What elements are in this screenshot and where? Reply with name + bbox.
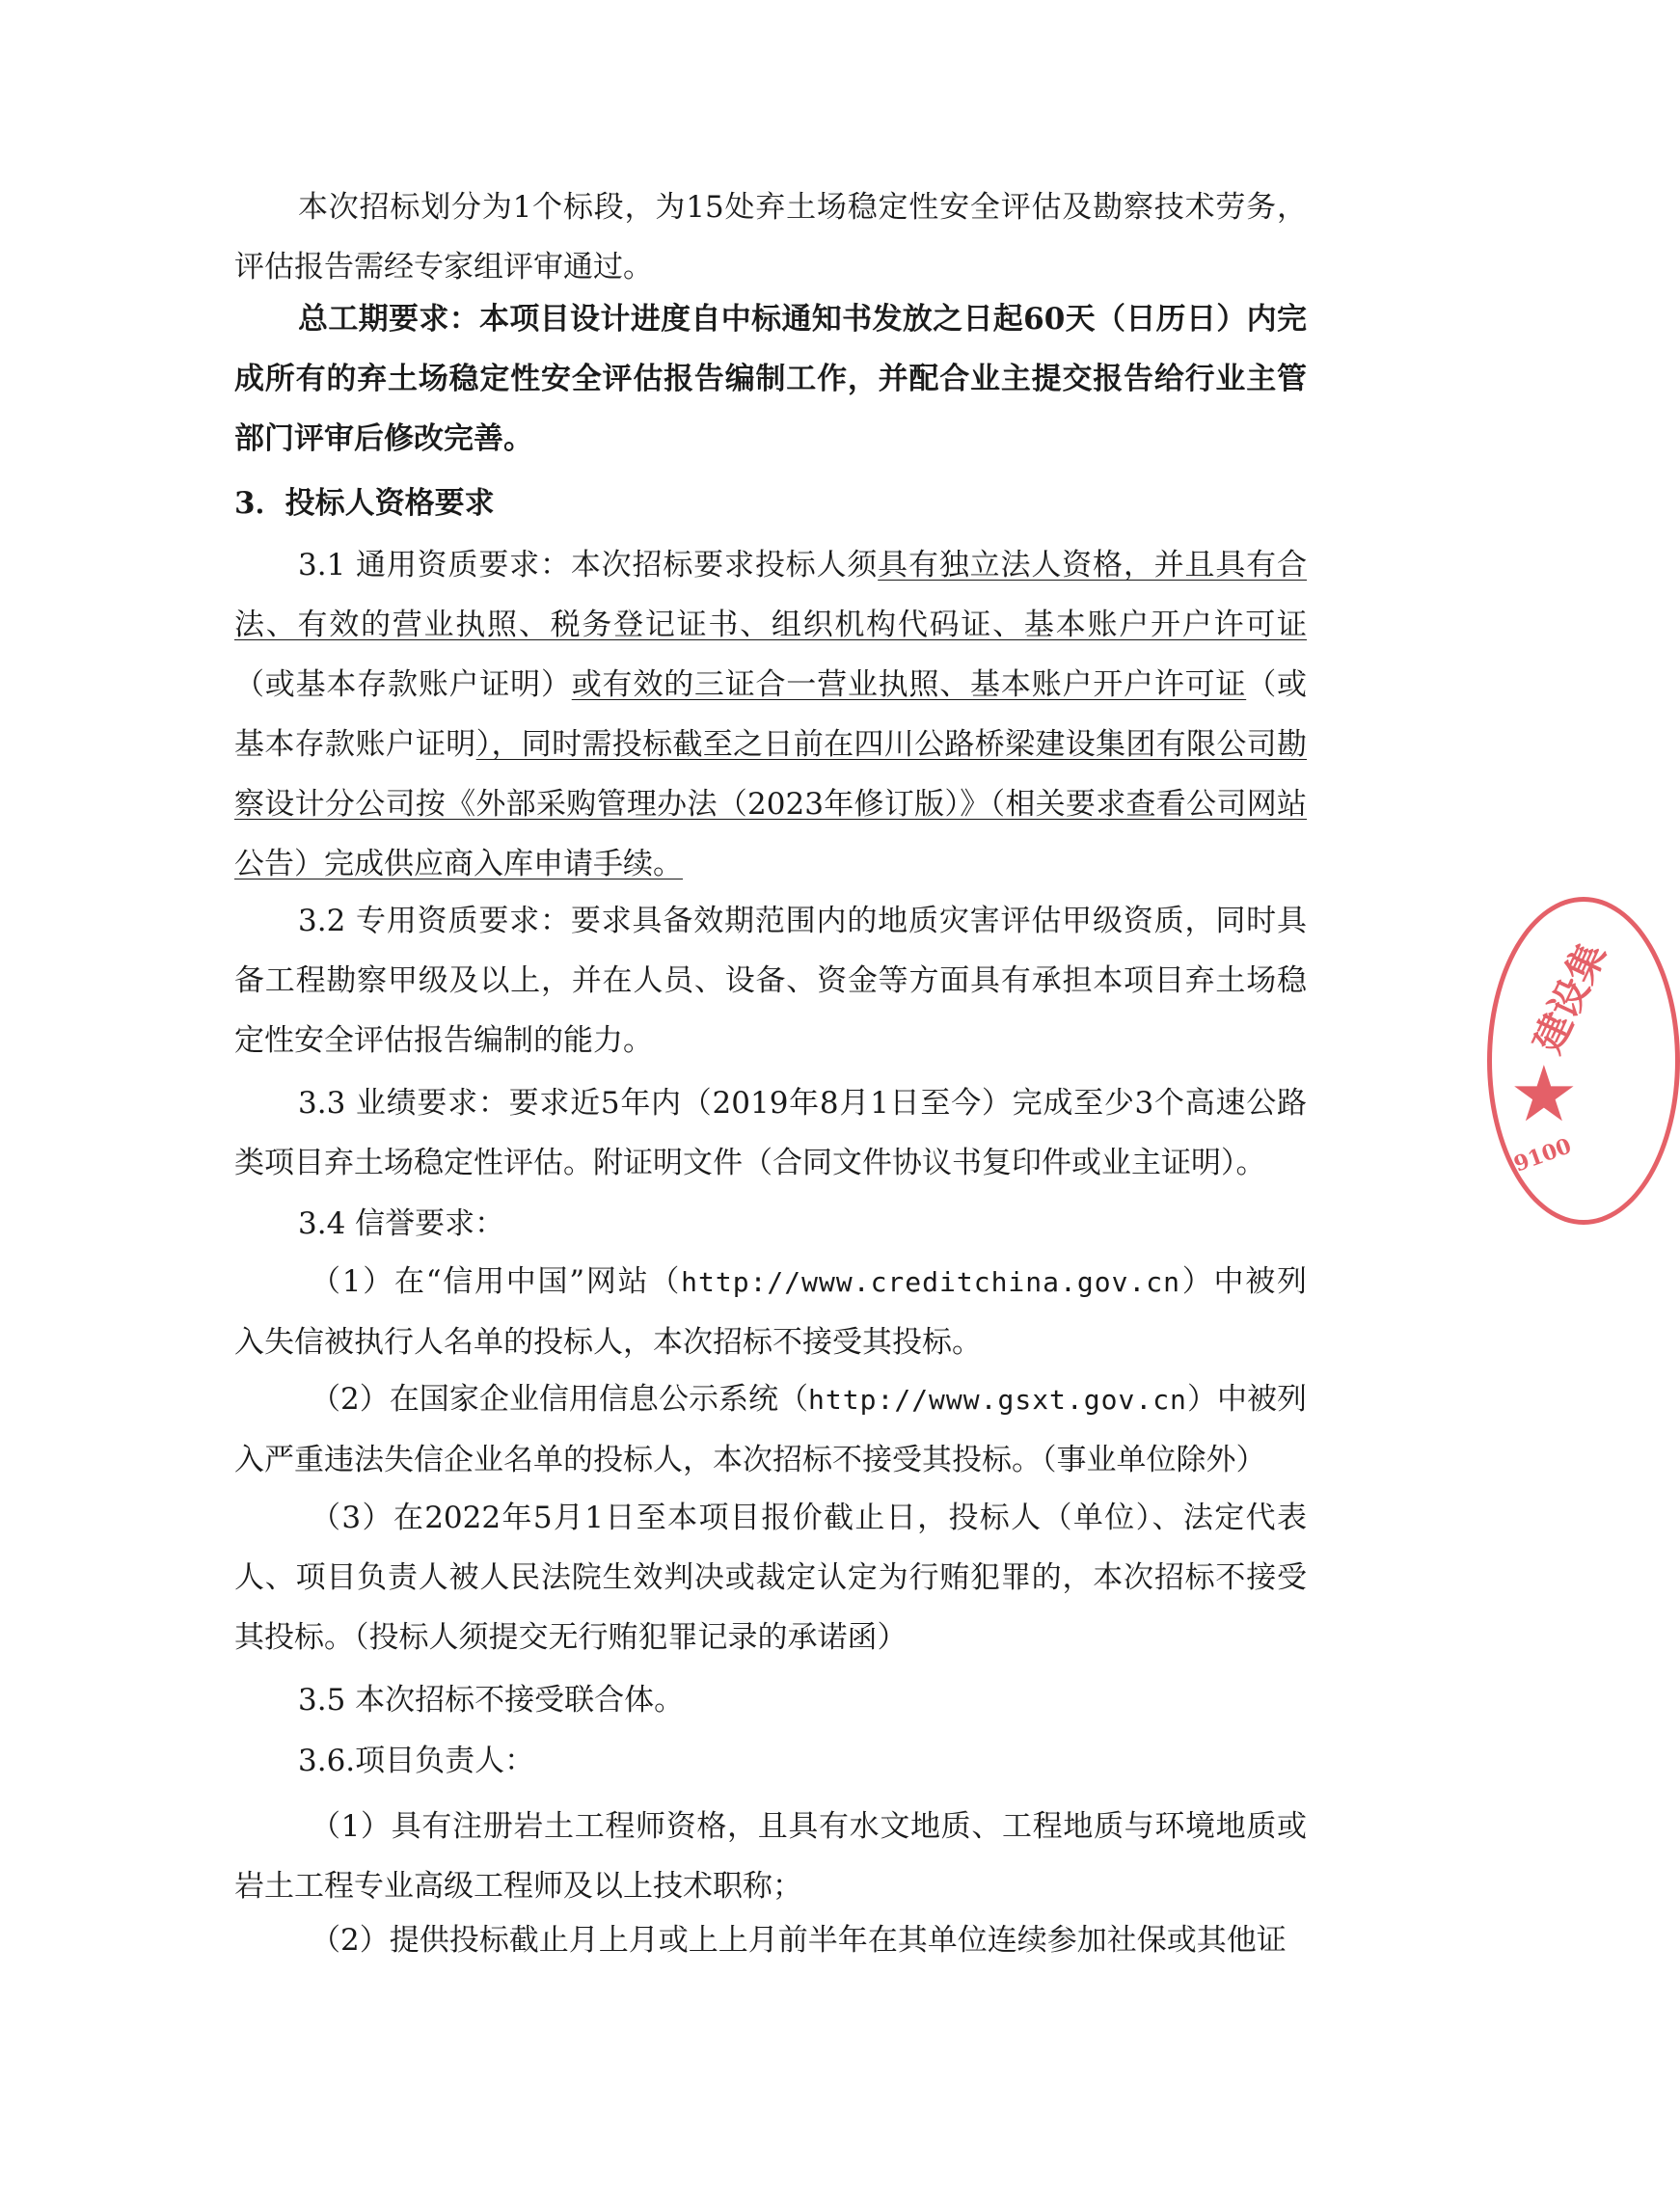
paragraph-performance-requirement: 3.3 业绩要求：要求近5年内（2019年8月1日至今）完成至少3个高速公路类项目弃土场稳定性评估。附证明文件（合同文件协议书复印件或业主证明）。 <box>234 1086 1307 1180</box>
red-seal-stamp: 建设集 ★ 9100 <box>1487 897 1680 1225</box>
paragraph-general-qualification: 3.1 通用资质要求：本次招标要求投标人须具有独立法人资格，并且具有合法、有效的营业执照、税务登记证书、组织机构代码证、基本账户开户许可证（或基本存款账户证明）或有效的三证合一营业执照、基本账户开户许可证（或基本存款账户证明），同时需投标截至之日前在四川公路桥梁建设集团有限公司勘察设计分公司按《外部采购管理办法（2023年修订版）》（相关要求查看公司网站公告）完成供应商入库申请手续。 <box>234 548 1308 881</box>
gsxt-url: http://www.gsxt.gov.cn <box>808 1384 1187 1416</box>
section-heading-qualification: 3．投标人资格要求 <box>234 486 495 521</box>
paragraph-leader-item-1: （1）具有注册岩土工程师资格，且具有水文地质、工程地质与环境地质或岩土工程专业高级工程师及以上技术职称； <box>234 1809 1307 1904</box>
paragraph-credit-item-3: （3）在2022年5月1日至本项目报价截止日，投标人（单位）、法定代表人、项目负责人被人民法院生效判决或裁定认定为行贿犯罪的，本次招标不接受其投标。（投标人须提交无行贿犯罪记录的承诺函） <box>234 1501 1307 1655</box>
paragraph-bid-section: 本次招标划分为1个标段，为15处弃土场稳定性安全评估及勘察技术劳务，评估报告需经专家组评审通过。 <box>234 190 1307 284</box>
paragraph-credit-item-1: （1）在“信用中国”网站（http://www.creditchina.gov.cn）中被列入失信被执行人名单的投标人，本次招标不接受其投标。 <box>234 1264 1308 1360</box>
paragraph-schedule-requirement: 总工期要求：本项目设计进度自中标通知书发放之日起60天（日历日）内完成所有的弃土场稳定性安全评估报告编制工作，并配合业主提交报告给行业主管部门评审后修改完善。 <box>234 302 1308 456</box>
paragraph-special-qualification: 3.2 专用资质要求：要求具备效期范围内的地质灾害评估甲级资质，同时具备工程勘察甲级及以上，并在人员、设备、资金等方面具有承担本项目弃土场稳定性安全评估报告编制的能力。 <box>234 904 1307 1058</box>
creditchina-url: http://www.creditchina.gov.cn <box>681 1266 1181 1298</box>
paragraph-credit-requirement: 3.4 信誉要求： <box>298 1206 505 1241</box>
paragraph-no-consortium: 3.5 本次招标不接受联合体。 <box>298 1683 685 1718</box>
paragraph-project-leader-heading: 3.6.项目负责人： <box>298 1744 535 1778</box>
paragraph-leader-item-2: （2）提供投标截止月上月或上上月前半年在其单位连续参加社保或其他证 <box>311 1923 1287 1958</box>
star-icon: ★ <box>1509 1049 1579 1139</box>
paragraph-credit-item-2: （2）在国家企业信用信息公示系统（http://www.gsxt.gov.cn）中被列入严重违法失信企业名单的投标人，本次招标不接受其投标。（事业单位除外） <box>234 1382 1307 1477</box>
